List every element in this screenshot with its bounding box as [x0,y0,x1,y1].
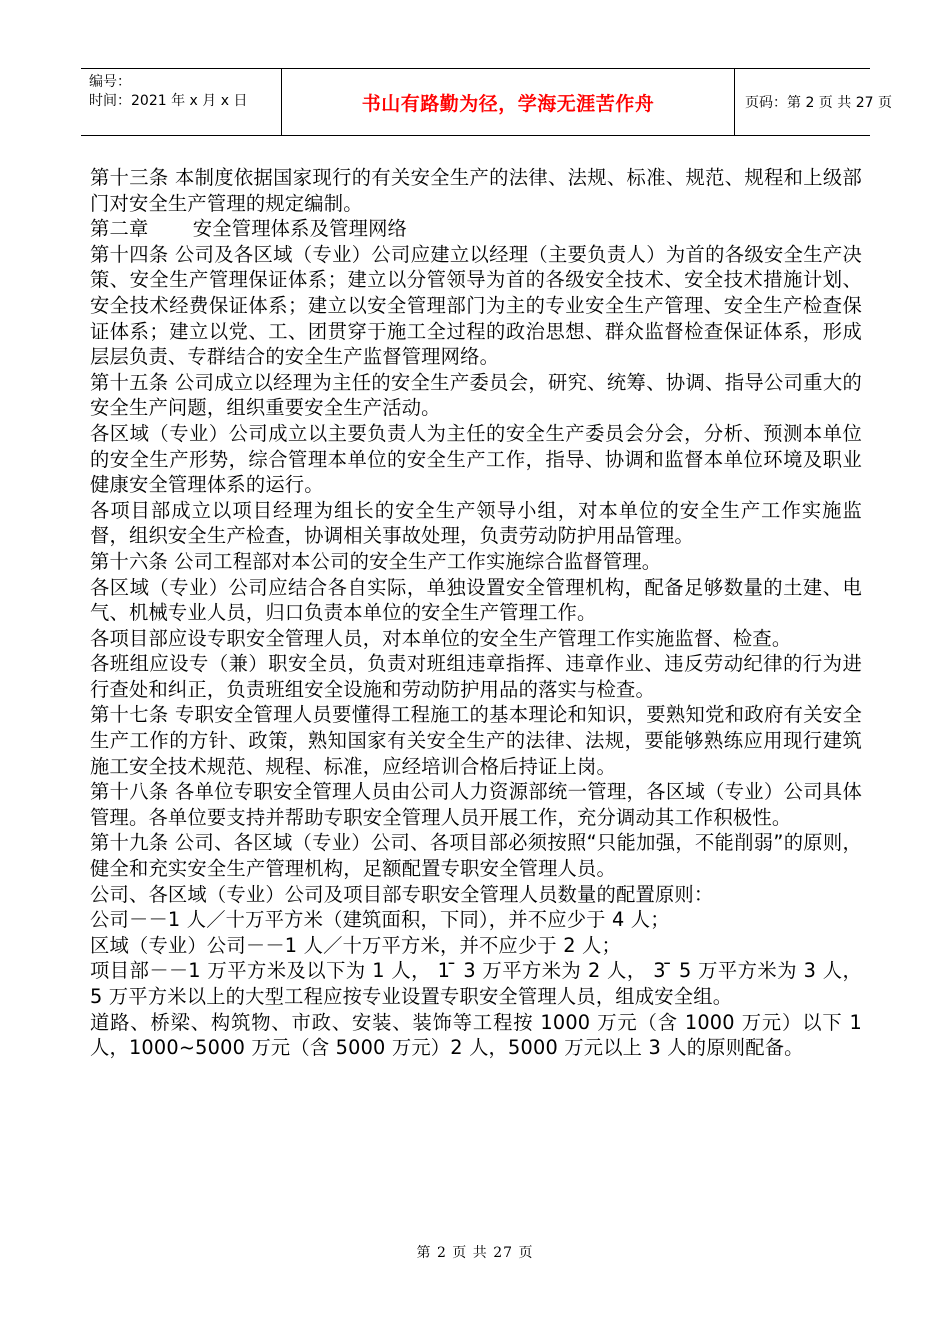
article-15: 第十五条 公司成立以经理为主任的安全生产委员会，研究、统筹、协调、指导公司重大的安全生产问题，组织重要安全生产活动。 [90,370,862,420]
paragraph-regional-quota: 区域（专业）公司－－1 人／十万平方米，并不应少于 2 人； [90,933,621,957]
article-14: 第十四条 公司及各区域（专业）公司应建立以经理（主要负责人）为首的各级安全生产决策、安全生产管理保证体系；建立以分管领导为首的各级安全技术、安全技术措施计划、安全技术经费保证体系；建立以安全管理部门为主的专业安全生产管理、安全生产检查保证体系；建立以党、工、团贯穿于施工全过程的政治思想、群众监督检查保证体系，形成层层负责、专群结合的安全生产监督管理网络。 [90,242,862,369]
paragraph-company-quota: 公司－－1 人／十万平方米（建筑面积，下同），并不应少于 4 人； [90,908,670,932]
header-page-cell [735,69,892,135]
chapter-2-heading: 第二章 安全管理体系及管理网络 [90,217,408,241]
paragraph-project-quota: 项目部－－1 万平方米及以下为 1 人， 1 ̄ 3 万平方米为 2 人， 3 ̄ 5 万平方米为 3 人， 5 万平方米以上的大型工程应按专业设置专职安全管理人员，组成安全组。 [90,959,862,1008]
article-19: 第十九条 公司、各区域（专业）公司、各项目部必须按照“只能加强，不能削弱”的原则，健全和充实安全生产管理机构，足额配置专职安全管理人员。 [90,831,862,881]
article-16: 第十六条 公司工程部对本公司的安全生产工作实施综合监督管理。 [90,549,662,573]
document-number-label: 编号： [89,74,131,90]
header-meta-cell [81,69,282,135]
paragraph-regional-agency: 各区域（专业）公司应结合各自实际，单独设置安全管理机构，配备足够数量的土建、电气、机械专业人员，归口负责本单位的安全生产管理工作。 [90,575,862,625]
paragraph-regional-committee: 各区域（专业）公司成立以主要负责人为主任的安全生产委员会分会，分析、预测本单位的安全生产形势，综合管理本单位的安全生产工作，指导、协调和监督本单位环境及职业健康安全管理体系的运行。 [90,421,862,497]
header-motto-cell [282,69,735,135]
paragraph-project-staff: 各项目部应设专职安全管理人员，对本单位的安全生产管理工作实施监督、检查。 [90,626,792,650]
header-page-info: 页码：第 2 页 共 27 页 [745,95,892,111]
paragraph-staffing-principle: 公司、各区域（专业）公司及项目部专职安全管理人员数量的配置原则： [90,882,714,906]
article-18: 第十八条 各单位专职安全管理人员由公司人力资源部统一管理，各区域（专业）公司具体管理。各单位要支持并帮助专职安全管理人员开展工作，充分调动其工作积极性。 [90,780,862,829]
paragraph-team-officer: 各班组应设专（兼）职安全员，负责对班组违章指挥、违章作业、违反劳动纪律的行为进行查处和纠正，负责班组安全设施和劳动防护用品的落实与检查。 [90,652,862,701]
document-header [81,68,892,136]
document-body [90,165,862,1061]
paragraph-project-group: 各项目部成立以项目经理为组长的安全生产领导小组，对本单位的安全生产工作实施监督，组织安全生产检查，协调相关事故处理，负责劳动防护用品管理。 [90,498,862,548]
page-footer: 第 2 页 共 27 页 [416,1245,534,1261]
document-time-label: 时间：2021 年 x 月 x 日 [89,93,248,109]
article-17: 第十七条 专职安全管理人员要懂得工程施工的基本理论和知识，要熟知党和政府有关安全生产工作的方针、政策，熟知国家有关安全生产的法律、法规，要能够熟练应用现行建筑施工安全技术规范、规程、标准，应经培训合格后持证上岗。 [90,703,862,778]
article-13: 第十三条 本制度依据国家现行的有关安全生产的法律、法规、标准、规范、规程和上级部门对安全生产管理的规定编制。 [90,166,862,215]
paragraph-engineering-quota: 道路、桥梁、构筑物、市政、安装、装饰等工程按 1000 万元（含 1000 万元）以下 1 人，1000~5000 万元（含 5000 万元）2 人，5000 万元以上 3 人的原则配备。 [90,1010,862,1060]
header-motto: 书山有路勤为径，学海无涯苦作舟 [361,92,655,115]
